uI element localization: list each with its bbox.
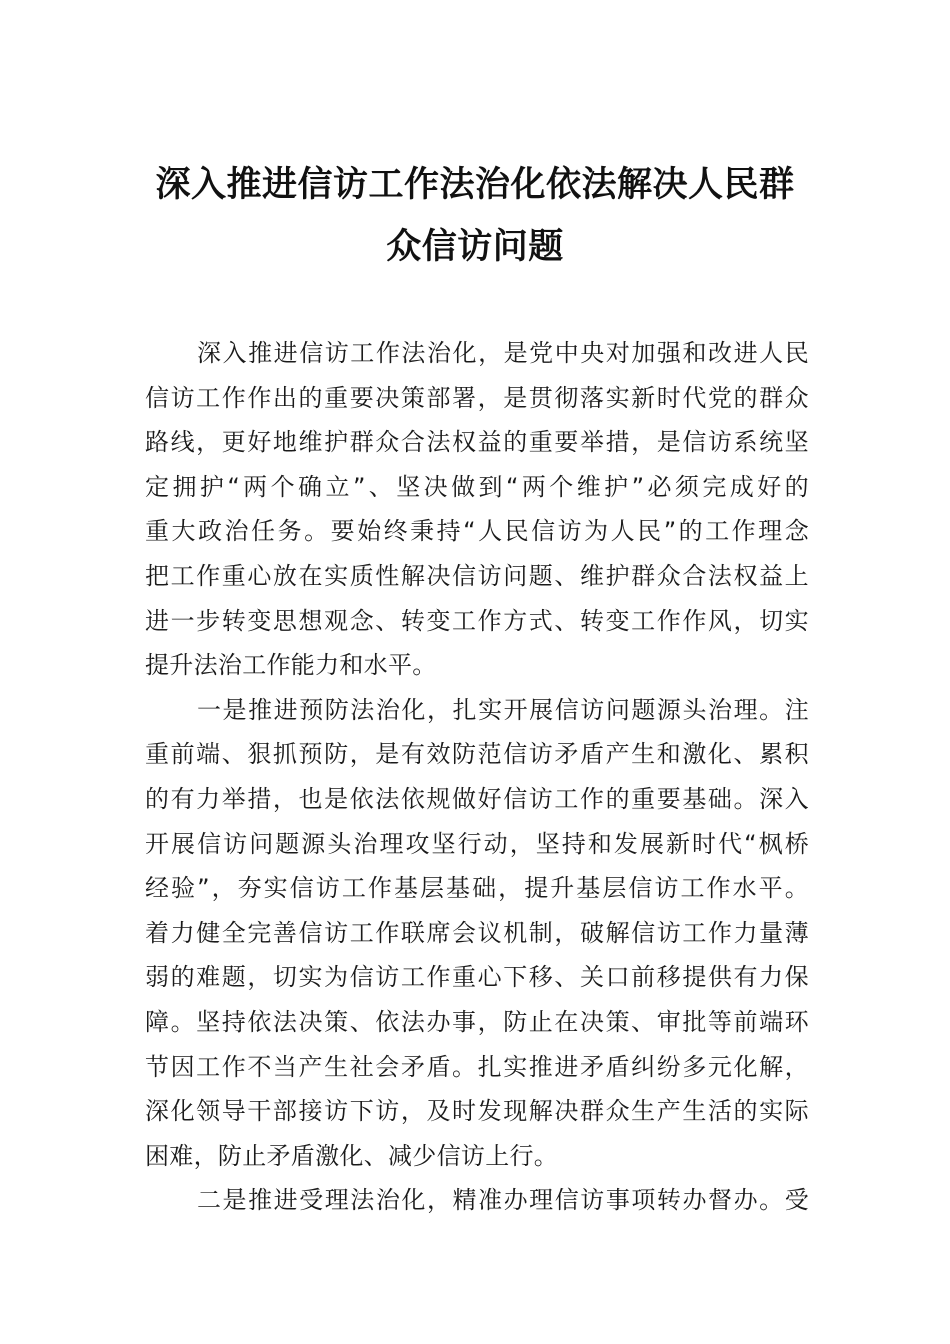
paragraph-1-line-2: 信访工作作出的重要决策部署，是贯彻落实新时代党的群众	[145, 383, 809, 412]
paragraph-2-line-8: 障。坚持依法决策、依法办事，防止在决策、审批等前端环	[145, 1007, 809, 1036]
paragraph-2-line-5: 经验”，夯实信访工作基层基础，提升基层信访工作水平。	[145, 874, 809, 903]
title-line-2: 众信访问题	[386, 226, 564, 267]
title-line-1: 深入推进信访工作法治化依法解决人民群	[155, 164, 795, 205]
paragraph-2-line-7: 弱的难题，切实为信访工作重心下移、关口前移提供有力保	[145, 963, 809, 992]
paragraph-2-line-3: 的有力举措，也是依法依规做好信访工作的重要基础。深入	[145, 784, 809, 813]
paragraph-1-line-1: 深入推进信访工作法治化，是党中央对加强和改进人民	[197, 339, 809, 367]
paragraph-1-line-3: 路线，更好地维护群众合法权益的重要举措，是信访系统坚	[145, 428, 809, 457]
paragraph-2-line-4: 开展信访问题源头治理攻坚行动，坚持和发展新时代“枫桥	[145, 829, 809, 858]
document-body	[145, 331, 809, 1223]
paragraph-1-line-5: 重大政治任务。要始终秉持“人民信访为人民”的工作理念	[145, 517, 809, 546]
paragraph-2-line-6: 着力健全完善信访工作联席会议机制，破解信访工作力量薄	[145, 918, 809, 947]
paragraph-2-line-10: 深化领导干部接访下访，及时发现解决群众生产生活的实际	[145, 1097, 809, 1126]
paragraph-1-line-4: 定拥护“两个确立”、坚决做到“两个维护”必须完成好的	[145, 472, 809, 501]
paragraph-2-line-11: 困难，防止矛盾激化、减少信访上行。	[145, 1141, 559, 1170]
paragraph-2-line-9: 节因工作不当产生社会矛盾。扎实推进矛盾纠纷多元化解，	[145, 1052, 809, 1081]
paragraph-1-line-7: 进一步转变思想观念、转变工作方式、转变工作作风，切实	[145, 606, 809, 635]
paragraph-1-line-8: 提升法治工作能力和水平。	[145, 651, 437, 680]
paragraph-2-line-2: 重前端、狠抓预防，是有效防范信访矛盾产生和激化、累积	[145, 740, 809, 769]
paragraph-2-line-1: 一是推进预防法治化，扎实开展信访问题源头治理。注	[197, 695, 809, 724]
document-title	[120, 154, 830, 278]
paragraph-3-line-1: 二是推进受理法治化，精准办理信访事项转办督办。受	[197, 1186, 809, 1215]
paragraph-1-line-6: 把工作重心放在实质性解决信访问题、维护群众合法权益上	[145, 561, 809, 590]
